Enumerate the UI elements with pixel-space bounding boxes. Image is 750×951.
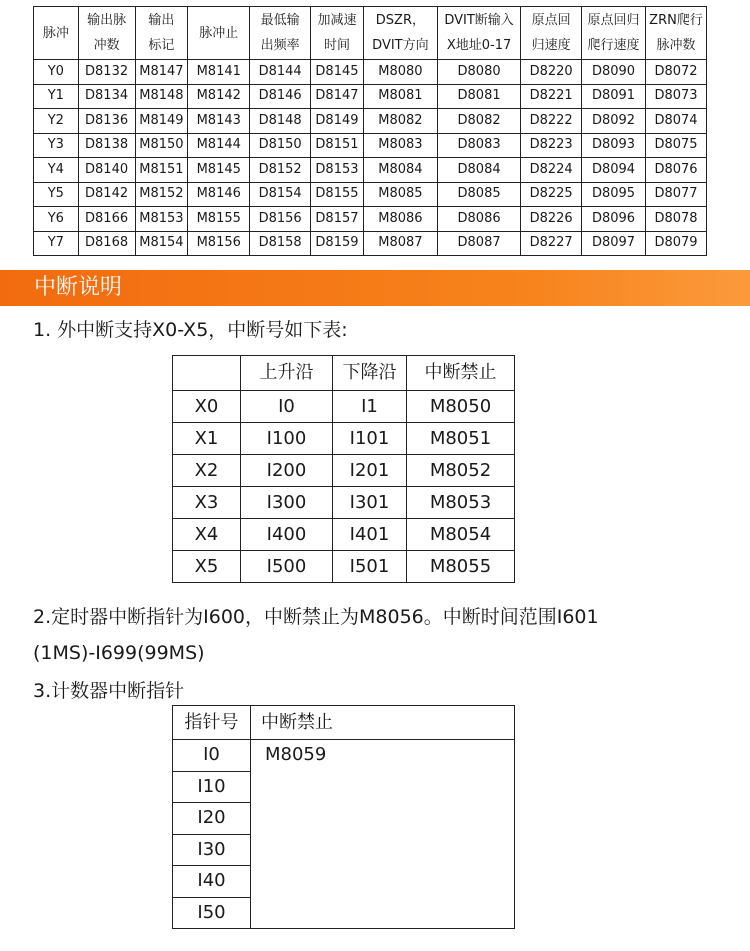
- column-header: [311, 7, 364, 60]
- table-cell: I400: [241, 519, 333, 551]
- table-cell: I401: [333, 519, 407, 551]
- column-header: [78, 7, 135, 60]
- table-cell: I100: [241, 423, 333, 455]
- table-cell: Y4: [34, 158, 79, 183]
- table-cell: D8086: [437, 207, 520, 232]
- table-cell: M8083: [363, 133, 437, 158]
- table-row: [34, 182, 707, 207]
- column-header: [34, 7, 79, 60]
- table-cell: D8081: [437, 84, 520, 109]
- table-cell: M8150: [135, 133, 188, 158]
- table-row: [173, 391, 515, 423]
- table-cell: M8147: [135, 60, 188, 85]
- table-cell: M8053: [407, 487, 515, 519]
- table-cell: Y2: [34, 109, 79, 134]
- column-header-text: 最低输: [260, 13, 300, 28]
- external-interrupt-note: 1. 外中断支持X0-X5，中断号如下表:: [33, 319, 348, 341]
- table-cell: D8223: [521, 133, 582, 158]
- table-cell: D8159: [311, 231, 364, 256]
- table-cell: D8080: [437, 60, 520, 85]
- table-cell: X0: [173, 391, 241, 423]
- table-cell: D8132: [78, 60, 135, 85]
- column-header: [188, 7, 250, 60]
- table-cell: D8078: [646, 207, 707, 232]
- table-cell: M8086: [363, 207, 437, 232]
- table-cell: M8153: [135, 207, 188, 232]
- table-cell: M8052: [407, 455, 515, 487]
- table-cell: D8168: [78, 231, 135, 256]
- table-cell: I1: [333, 391, 407, 423]
- table-cell: D8072: [646, 60, 707, 85]
- timer-interrupt-note-line2: (1MS)-I699(99MS): [33, 642, 205, 664]
- table-cell: M8141: [188, 60, 250, 85]
- table-cell: D8145: [311, 60, 364, 85]
- table-cell: D8142: [78, 182, 135, 207]
- column-header-text: 标记: [148, 38, 175, 53]
- table-cell: D8085: [437, 182, 520, 207]
- table-cell: D8083: [437, 133, 520, 158]
- table-cell: Y3: [34, 133, 79, 158]
- disable-flag-cell: M8059: [251, 740, 515, 929]
- table-cell: M8051: [407, 423, 515, 455]
- column-header: [173, 356, 241, 391]
- table-cell: M8151: [135, 158, 188, 183]
- table-cell: M8149: [135, 109, 188, 134]
- table-cell: M8154: [135, 231, 188, 256]
- pointer-cell: I10: [173, 771, 251, 803]
- table-cell: M8087: [363, 231, 437, 256]
- table-cell: D8146: [250, 84, 311, 109]
- table-cell: Y7: [34, 231, 79, 256]
- table-cell: X3: [173, 487, 241, 519]
- table-cell: D8087: [437, 231, 520, 256]
- table-cell: M8055: [407, 551, 515, 583]
- column-header-text: 原点回归: [587, 13, 640, 28]
- table-cell: D8136: [78, 109, 135, 134]
- column-header-text: 原点回: [531, 13, 571, 28]
- column-header: 下降沿: [333, 356, 407, 391]
- table-cell: M8152: [135, 182, 188, 207]
- table-cell: D8073: [646, 84, 707, 109]
- table-cell: D8076: [646, 158, 707, 183]
- table-cell: D8090: [582, 60, 646, 85]
- column-header-text: DVIT方向: [372, 38, 429, 53]
- table-row: [34, 109, 707, 134]
- table-cell: Y1: [34, 84, 79, 109]
- table-cell: D8156: [250, 207, 311, 232]
- table-cell: D8155: [311, 182, 364, 207]
- table-cell: D8097: [582, 231, 646, 256]
- table-cell: X1: [173, 423, 241, 455]
- column-header: [646, 7, 707, 60]
- table-cell: I0: [241, 391, 333, 423]
- table-cell: I300: [241, 487, 333, 519]
- table-cell: D8075: [646, 133, 707, 158]
- table-cell: D8077: [646, 182, 707, 207]
- table-cell: M8085: [363, 182, 437, 207]
- column-header-text: DVIT断输入: [444, 13, 514, 28]
- table-cell: D8134: [78, 84, 135, 109]
- table-cell: D8084: [437, 158, 520, 183]
- column-header: [135, 7, 188, 60]
- column-header-text: 脉冲数: [656, 38, 696, 53]
- table-cell: M8054: [407, 519, 515, 551]
- table-cell: M8080: [363, 60, 437, 85]
- table-cell: D8074: [646, 109, 707, 134]
- table-cell: D8158: [250, 231, 311, 256]
- column-header: 指针号: [173, 706, 251, 740]
- pulse-table-body: [34, 60, 707, 256]
- table-cell: D8093: [582, 133, 646, 158]
- table-cell: I101: [333, 423, 407, 455]
- table-row: [34, 60, 707, 85]
- table-cell: M8143: [188, 109, 250, 134]
- column-header-text: X地址0-17: [446, 38, 512, 53]
- table-cell: I301: [333, 487, 407, 519]
- interrupt-table-header-row: [173, 356, 515, 391]
- counter-interrupt-table: [172, 705, 515, 929]
- table-row: [34, 158, 707, 183]
- table-row: [173, 487, 515, 519]
- pointer-cell: I20: [173, 803, 251, 835]
- pulse-table-header-row: [34, 7, 707, 60]
- table-cell: D8149: [311, 109, 364, 134]
- table-cell: D8154: [250, 182, 311, 207]
- table-cell: Y0: [34, 60, 79, 85]
- column-header: [363, 7, 437, 60]
- table-cell: D8157: [311, 207, 364, 232]
- column-header-text: DSZR，: [375, 13, 425, 28]
- table-cell: D8220: [521, 60, 582, 85]
- table-cell: D8092: [582, 109, 646, 134]
- table-row: [173, 551, 515, 583]
- column-header-text: 脉冲止: [199, 25, 239, 41]
- table-cell: D8225: [521, 182, 582, 207]
- table-cell: I501: [333, 551, 407, 583]
- table-cell: M8155: [188, 207, 250, 232]
- column-header: 中断禁止: [251, 706, 515, 740]
- counter-interrupt-note: 3.计数器中断指针: [33, 680, 185, 702]
- table-cell: M8145: [188, 158, 250, 183]
- table-cell: D8091: [582, 84, 646, 109]
- interrupt-table: [172, 355, 515, 583]
- interrupt-table-body: [173, 391, 515, 583]
- table-cell: D8147: [311, 84, 364, 109]
- column-header: 上升沿: [241, 356, 333, 391]
- column-header-text: 脉冲: [42, 25, 69, 41]
- table-cell: D8152: [250, 158, 311, 183]
- column-header-text: 时间: [323, 38, 350, 53]
- pulse-output-table: [33, 6, 707, 256]
- pointer-cell: I50: [173, 897, 251, 929]
- table-row: [173, 740, 515, 772]
- column-header-text: 输出: [148, 13, 175, 28]
- table-cell: M8084: [363, 158, 437, 183]
- table-cell: M8156: [188, 231, 250, 256]
- column-header: [250, 7, 311, 60]
- pointer-cell: I30: [173, 834, 251, 866]
- table-cell: D8227: [521, 231, 582, 256]
- counter-table-header-row: [173, 706, 515, 740]
- table-cell: D8222: [521, 109, 582, 134]
- table-cell: M8142: [188, 84, 250, 109]
- table-cell: D8144: [250, 60, 311, 85]
- table-cell: M8144: [188, 133, 250, 158]
- column-header-text: 加减速: [317, 13, 357, 28]
- column-header: 中断禁止: [407, 356, 515, 391]
- table-cell: I200: [241, 455, 333, 487]
- table-cell: D8151: [311, 133, 364, 158]
- table-row: [34, 231, 707, 256]
- table-cell: D8082: [437, 109, 520, 134]
- table-cell: X4: [173, 519, 241, 551]
- table-cell: M8050: [407, 391, 515, 423]
- table-cell: D8226: [521, 207, 582, 232]
- timer-interrupt-note-line1: 2.定时器中断指针为I600，中断禁止为M8056。中断时间范围I601: [33, 606, 599, 628]
- table-cell: I500: [241, 551, 333, 583]
- column-header-text: 输出脉: [87, 13, 127, 28]
- column-header-text: 爬行速度: [587, 38, 640, 53]
- section-title: 中断说明: [34, 275, 123, 300]
- column-header-text: 出频率: [260, 38, 300, 53]
- pointer-cell: I40: [173, 866, 251, 898]
- table-cell: D8224: [521, 158, 582, 183]
- table-cell: D8138: [78, 133, 135, 158]
- table-cell: D8153: [311, 158, 364, 183]
- column-header-text: 冲数: [93, 38, 120, 53]
- table-cell: D8096: [582, 207, 646, 232]
- table-cell: I201: [333, 455, 407, 487]
- table-cell: D8221: [521, 84, 582, 109]
- table-cell: M8148: [135, 84, 188, 109]
- section-header-bar: [0, 270, 750, 306]
- column-header: [582, 7, 646, 60]
- table-cell: D8079: [646, 231, 707, 256]
- pointer-cell: I0: [173, 740, 251, 772]
- table-row: [34, 207, 707, 232]
- table-row: [173, 455, 515, 487]
- table-row: [173, 519, 515, 551]
- table-cell: M8082: [363, 109, 437, 134]
- table-cell: D8094: [582, 158, 646, 183]
- table-cell: D8140: [78, 158, 135, 183]
- table-cell: Y5: [34, 182, 79, 207]
- table-cell: D8166: [78, 207, 135, 232]
- table-cell: Y6: [34, 207, 79, 232]
- column-header: [521, 7, 582, 60]
- column-header-text: 归速度: [531, 38, 571, 53]
- table-row: [173, 423, 515, 455]
- column-header: [437, 7, 520, 60]
- column-header-text: ZRN爬行: [649, 13, 703, 28]
- table-cell: M8146: [188, 182, 250, 207]
- table-cell: X2: [173, 455, 241, 487]
- table-cell: D8095: [582, 182, 646, 207]
- counter-table-body: [173, 706, 515, 929]
- table-cell: D8150: [250, 133, 311, 158]
- table-row: [34, 84, 707, 109]
- table-cell: M8081: [363, 84, 437, 109]
- table-cell: D8148: [250, 109, 311, 134]
- table-row: [34, 133, 707, 158]
- table-cell: X5: [173, 551, 241, 583]
